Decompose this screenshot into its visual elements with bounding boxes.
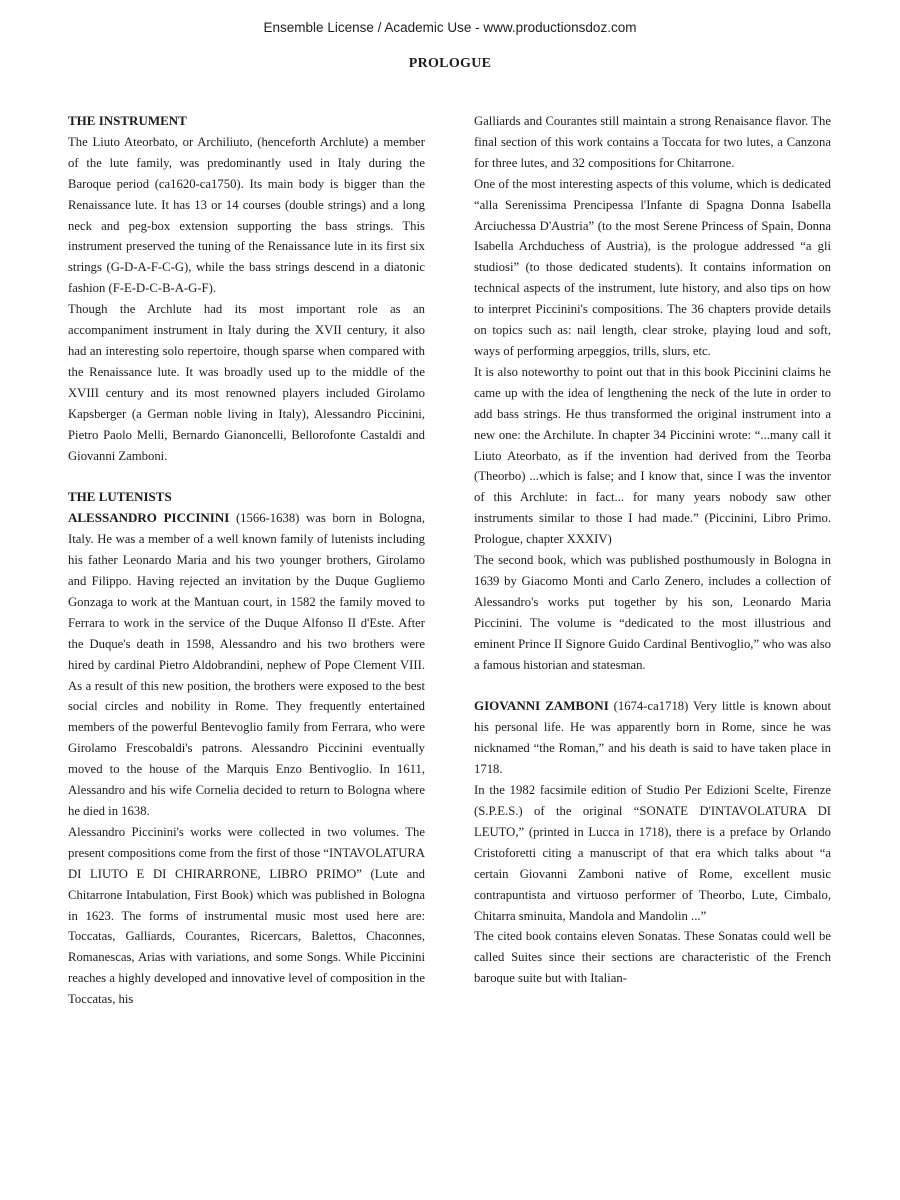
paragraph: The cited book contains eleven Sonatas. These Sonatas could well be called Suites since their sections are characteristic of the French baroque suite but with Italian- [474,929,831,986]
paragraph: The Liuto Ateorbato, or Archiliuto, (henceforth Archlute) a member of the lute family, was predominantly used in Italy during the Baroque period (ca1620-ca1750). Its main body is bigger than the Renaissance lute. It has 13 or 14 courses (double strings) and a long neck and peg-box extension supporting the bass strings. This instrument preserved the tuning of the Renaissance lute in its first six strings (G-D-A-F-C-G), while the bass strings descend in a diatonic fashion (F-E-D-C-B-A-G-F). [68,134,425,296]
lutenist-name: GIOVANNI ZAMBONI [474,698,609,714]
right-column [474,111,831,989]
paragraph: Though the Archlute had its most important role as an accompaniment instrument in Italy during the XVII century, it also had an interesting solo repertoire, though sparse when compared with the Renaissance lute. It was broadly used up to the middle of the XVIII century and its most renowned players included Girolamo Kapsberger (a German noble living in Italy), Alessandro Piccinini, Pietro Paolo Melli, Bernardo Gianoncelli, Bellorofonte Castaldi and Giovanni Zamboni. [68,302,425,463]
section-heading-instrument: THE INSTRUMENT [68,113,187,128]
lutenist-name: ALESSANDRO PICCININI [68,510,230,526]
paragraph-text: (1674-ca1718) Very little is known about his personal life. He was apparently born in Rome, since he was nicknamed “the Roman,” and his death is said to have taken place in 1718. [474,699,832,777]
paragraph-text: (1566-1638) was born in Bologna, Italy. He was a member of a well known family of lutenists including his father Leonardo Maria and his two younger brothers, Girolamo and Filippo. Having rejected an invitation by the Duque Gugliemo Gonzaga to work at the Mantuan court, in 1582 the family moved to Ferrara to work in the service of the Duque Alfonso II d'Este. After the Duque's death in 1598, Alessandro and his two brothers were hired by cardinal Pietro Aldobrandini, nephew of Pope Clement VIII. As a result of this new position, the brothers were exposed to the best social circles and nobility in Rome. They frequently entertained members of the powerful Bentevoglio family from Ferrara, who were Girolamo Frescobaldi's patrons. Alessandro Piccinini eventually moved to the house of the Marquis Enzo Bentivoglio. In 1611, Alessandro and his wife Cornelia decided to return to Bologna where he died in 1638. [68,511,425,818]
paragraph: It is also noteworthy to point out that in this book Piccinini claims he came up with the idea of lengthening the neck of the lute in order to add bass strings. He thus transformed the original instrument into a new one: the Archilute. In chapter 34 Piccinini wrote: “...many call it Liuto Ateorbato, as if the invention had derived from the Teorba (Theorbo) ...which is false; and I know that, since I was the inventor of this Archlute: in fact... for many years nobody saw other instruments similar to those I had made.” (Piccinini, Libro Primo. Prologue, chapter XXXIV) [474,364,831,547]
license-header: Ensemble License / Academic Use - www.productionsdoz.com [263,20,637,35]
paragraph [474,696,831,780]
left-column [68,111,425,1010]
paragraph: One of the most interesting aspects of this volume, which is dedicated “alla Serenissima Prencipessa l'Infante di Spagna Donna Isabella Arciuchessa D'Austria” (to the most Serene Princess of Spain, Donna Isabella Archduchess of Austria), is the prologue addressed “a gli studiosi” (to those dedicated students). It contains information on technical aspects of the instrument, lute history, and also tips on how to interpret Piccinini's compositions. The 36 chapters provide details on topics such as: nail length, clear stroke, playing loud and soft, ways of performing arpeggios, trills, slurs, etc. [474,176,831,358]
paragraph: Alessandro Piccinini's works were collected in two volumes. The present compositions come from the first of those “INTAVOLATURA DI LIUTO E DI CHIRARRONE, LIBRO PRIMO” (Lute and Chitarrone Intabulation, First Book) which was published in Bologna in 1623. The forms of instrumental music most used here are: Toccatas, Galliards, Courantes, Ricercars, Balettos, Chaconnes, Romanescas, Arias with variations, and some Songs. While Piccinini reaches a highly developed and innovative level of composition in the Toccatas, his [68,824,425,1007]
paragraph: In the 1982 facsimile edition of Studio Per Edizioni Scelte, Firenze (S.P.E.S.) of the original “SONATE D'INTAVOLATURA DI LEUTO,” (printed in Lucca in 1718), there is a preface by Orlando Cristoforetti citing a manuscript of that era which talks about “a certain Giovanni Zamboni native of Rome, excellent music contrapuntista and virtuoso performer of Theorbo, Lute, Cimbalo, Chitarra sminuita, Mandola and Mandolin ...” [474,783,831,923]
paragraph: The second book, which was published posthumously in Bologna in 1639 by Giacomo Monti and Carlo Zenero, includes a collection of Alessandro's works put together by his son, Leonardo Maria Piccinini. The volume is “dedicated to the most illustrious and eminent Prince II Signore Guido Cardinal Bentivoglio,” who was also a famous historian and statesman. [474,553,831,672]
paragraph: Galliards and Courantes still maintain a strong Renaisance flavor. The final section of this work contains a Toccata for two lutes, a Canzona for three lutes, and 32 compositions for Chitarrone. [474,114,831,170]
section-heading-lutenists: THE LUTENISTS [68,489,172,505]
page-title: PROLOGUE [408,56,492,71]
paragraph [68,508,425,822]
